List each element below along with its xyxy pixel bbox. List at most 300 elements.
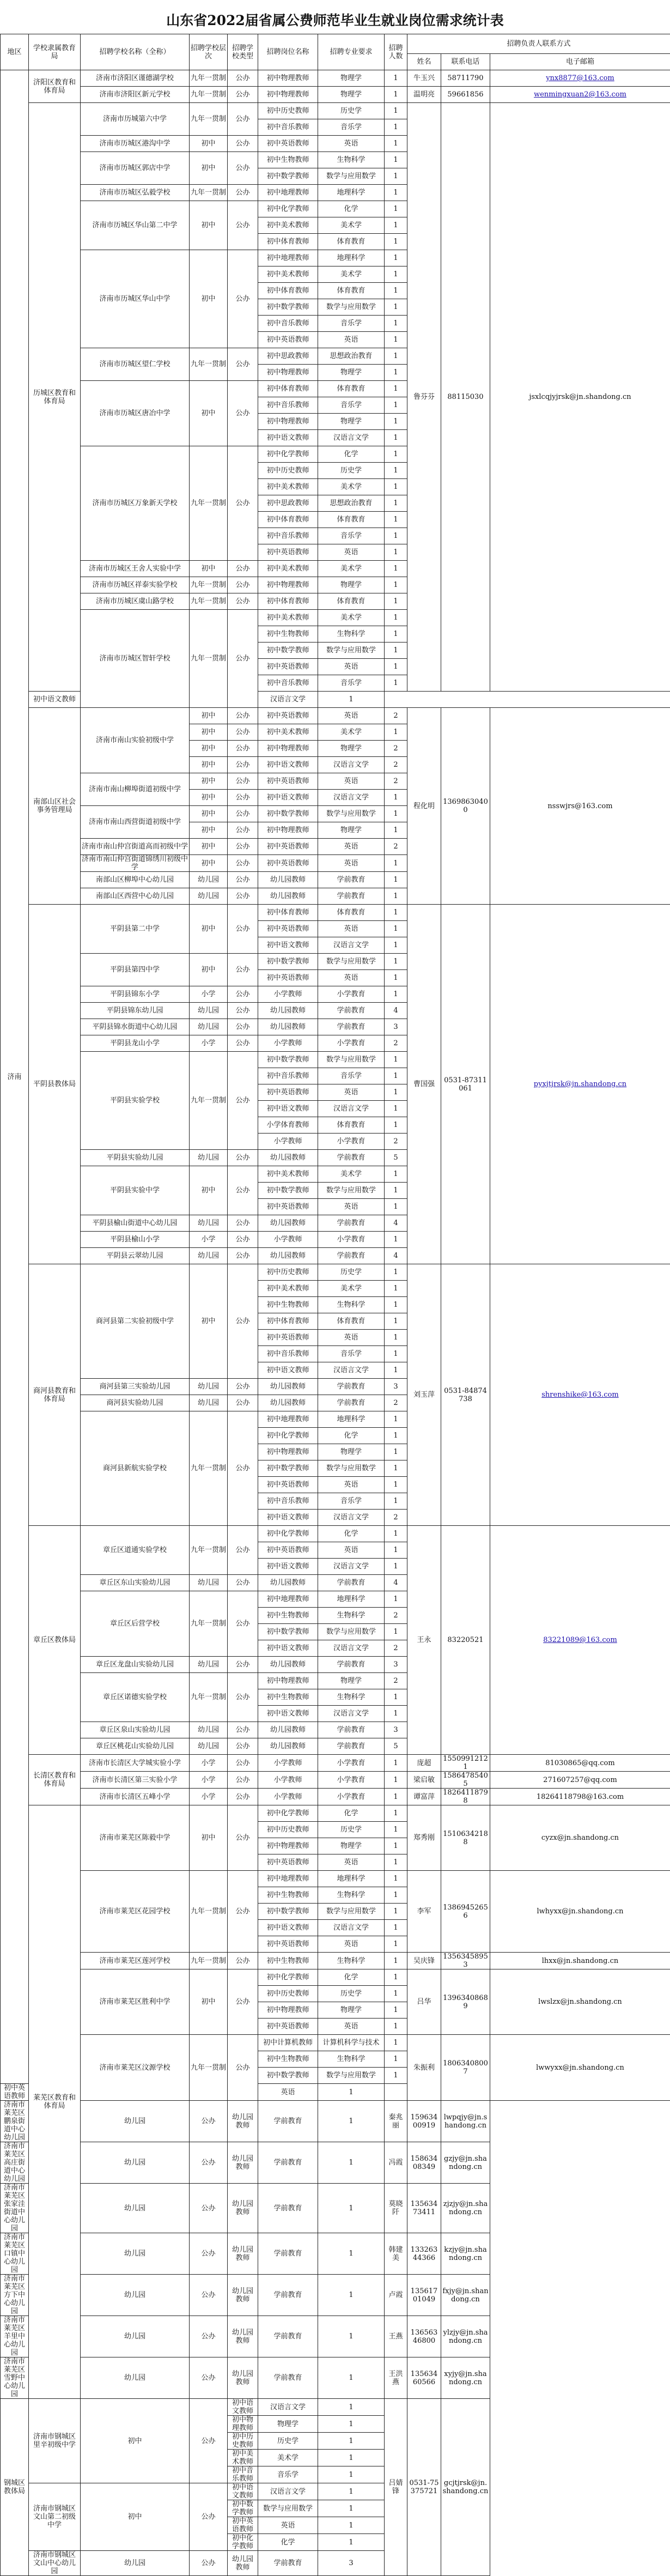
post-cell: 初中数学教师 (258, 1183, 318, 1199)
num-cell: 1 (385, 201, 407, 217)
num-cell: 1 (385, 1871, 407, 1887)
level-cell: 初中 (190, 822, 228, 839)
major-cell: 学前教育 (318, 872, 385, 888)
contact-name: 庞超 (407, 1755, 441, 1772)
post-cell: 初中生物教师 (258, 1887, 318, 1904)
school-cell: 济南市济阳区新元学校 (81, 87, 190, 103)
post-cell: 初中数学教师 (258, 806, 318, 822)
header-dept: 学校隶属教育局 (29, 34, 81, 70)
type-cell: 公办 (228, 708, 258, 724)
contact-name: 鲁芬芬 (407, 103, 441, 692)
num-cell: 1 (385, 1559, 407, 1575)
post-cell: 初中物理教师 (258, 741, 318, 757)
post-cell: 初中地理教师 (258, 1871, 318, 1887)
num-cell: 1 (385, 2002, 407, 2019)
post-cell: 初中物理教师 (258, 414, 318, 430)
num-cell: 1 (385, 675, 407, 692)
level-cell: 九年一贯制 (190, 1953, 228, 1969)
post-cell: 幼儿园教师 (258, 872, 318, 888)
table-row (1, 2233, 670, 2275)
major-cell: 英语 (258, 2084, 318, 2101)
num-cell: 4 (385, 1575, 407, 1591)
header-num: 招聘人数 (385, 34, 407, 70)
contact-name: 李军 (407, 1871, 441, 1953)
level-cell: 初中 (190, 1166, 228, 1215)
major-cell: 英语 (318, 136, 385, 152)
major-cell: 英语 (318, 855, 385, 872)
num-cell: 1 (385, 1199, 407, 1215)
contact-email[interactable]: ynx8877@163.com (490, 70, 670, 87)
num-cell: 1 (385, 544, 407, 561)
post-cell: 初中化学教师 (258, 1428, 318, 1444)
num-cell: 2 (385, 1510, 407, 1526)
type-cell: 公办 (228, 577, 258, 593)
major-cell: 化学 (318, 446, 385, 463)
major-cell: 学前教育 (318, 1657, 385, 1673)
school-cell: 济南市历城区智轩学校 (81, 610, 190, 708)
major-cell: 美术学 (318, 724, 385, 741)
level-cell: 九年一贯制 (190, 593, 228, 610)
post-cell: 初中化学教师 (258, 1526, 318, 1542)
num-cell: 1 (385, 1591, 407, 1608)
type-cell: 公办 (228, 1738, 258, 1755)
level-cell: 幼儿园 (190, 1215, 228, 1232)
type-cell: 公办 (228, 954, 258, 986)
num-cell: 1 (385, 168, 407, 185)
table-row (1, 2184, 670, 2233)
post-cell: 幼儿园教师 (228, 2275, 258, 2316)
num-cell: 2 (385, 757, 407, 773)
num-cell: 1 (318, 2233, 385, 2275)
major-cell: 学前教育 (258, 2142, 318, 2184)
level-cell: 初中 (190, 201, 228, 250)
contact-name: 刘玉萍 (407, 1264, 441, 1526)
post-cell: 初中数学教师 (258, 168, 318, 185)
post-cell: 初中语文教师 (228, 2483, 258, 2500)
post-cell: 初中美术教师 (258, 610, 318, 626)
num-cell: 3 (385, 1657, 407, 1673)
table-row (1, 87, 670, 103)
num-cell: 1 (385, 1854, 407, 1871)
num-cell: 1 (385, 970, 407, 986)
type-cell: 公办 (228, 201, 258, 250)
post-cell: 初中历史教师 (258, 1264, 318, 1281)
major-cell: 计算机科学与技术 (318, 2035, 385, 2051)
school-cell: 济南市历城区望仁学校 (81, 348, 190, 381)
major-cell: 美术学 (258, 2450, 318, 2466)
level-cell: 幼儿园 (81, 2184, 190, 2233)
num-cell: 1 (318, 2416, 385, 2433)
table-row (1, 1805, 670, 1822)
post-cell: 小学教师 (258, 1134, 318, 1150)
contact-phone: 0531-87311061 (441, 905, 490, 1264)
region-cell: 济南 (1, 70, 29, 2084)
school-cell: 济南市长清区大学城实验小学 (81, 1755, 190, 1772)
num-cell: 1 (385, 217, 407, 234)
num-cell: 1 (385, 1264, 407, 1281)
major-cell: 英语 (318, 921, 385, 937)
post-cell: 初中地理教师 (258, 250, 318, 266)
post-cell: 初中历史教师 (228, 2433, 258, 2450)
post-cell: 初中物理教师 (258, 87, 318, 103)
type-cell: 公办 (228, 1248, 258, 1264)
post-cell: 小学体育教师 (258, 1117, 318, 1134)
table-row (1, 2399, 670, 2416)
major-cell: 数学与应用数学 (318, 806, 385, 822)
level-cell: 幼儿园 (190, 1019, 228, 1035)
num-cell: 1 (385, 430, 407, 446)
post-cell: 初中化学教师 (258, 1969, 318, 1986)
num-cell: 1 (385, 1936, 407, 1953)
num-cell: 1 (318, 2275, 385, 2316)
contact-phone: 0531-75375721 (407, 2399, 441, 2576)
post-cell: 初中音乐教师 (258, 1493, 318, 1510)
level-cell: 九年一贯制 (190, 1591, 228, 1657)
contact-phone: 18264118798 (441, 1789, 490, 1805)
school-cell: 济南市历城区华山第二中学 (81, 201, 190, 250)
header-email: 电子邮箱 (490, 54, 670, 70)
post-cell: 初中语文教师 (258, 1559, 318, 1575)
school-cell: 济南市莱芜区羊里中心幼儿园 (1, 2316, 29, 2357)
num-cell: 1 (385, 299, 407, 316)
type-cell: 公办 (190, 2399, 228, 2483)
post-cell: 初中音乐教师 (258, 397, 318, 414)
major-cell: 英语 (318, 1330, 385, 1346)
post-cell: 初中数学教师 (258, 1904, 318, 1920)
major-cell: 化学 (318, 1428, 385, 1444)
major-cell: 生物科学 (318, 626, 385, 643)
num-cell: 1 (385, 561, 407, 577)
post-cell: 幼儿园教师 (228, 2233, 258, 2275)
major-cell: 英语 (318, 1542, 385, 1559)
major-cell: 汉语言文学 (258, 692, 318, 708)
school-cell: 济南市莱芜区花园学校 (81, 1871, 190, 1953)
level-cell: 初中 (190, 741, 228, 757)
contact-email[interactable]: 83221089@163.com (490, 1526, 670, 1755)
contact-name: 王洪燕 (385, 2357, 407, 2399)
num-cell: 1 (385, 1789, 407, 1805)
contact-email: gzjy@jn.shandong.cn (441, 2142, 490, 2184)
major-cell: 音乐学 (318, 397, 385, 414)
post-cell: 初中生物教师 (258, 1297, 318, 1313)
school-cell: 平阴县云翠幼儿园 (81, 1248, 190, 1264)
header-type: 招聘学校类型 (228, 34, 258, 70)
num-cell: 1 (385, 1953, 407, 1969)
major-cell: 地理科学 (318, 185, 385, 201)
type-cell: 公办 (228, 1673, 258, 1722)
major-cell: 小学教育 (318, 1772, 385, 1789)
type-cell: 公办 (228, 855, 258, 872)
major-cell: 生物科学 (318, 152, 385, 168)
level-cell: 九年一贯制 (190, 1526, 228, 1575)
post-cell: 幼儿园教师 (258, 1215, 318, 1232)
school-cell: 章丘区后营学校 (81, 1591, 190, 1657)
post-cell: 初中生物教师 (258, 152, 318, 168)
contact-name: 卢霞 (385, 2275, 407, 2316)
major-cell: 英语 (318, 708, 385, 724)
num-cell: 1 (385, 1052, 407, 1068)
school-cell: 平阴县第四中学 (81, 954, 190, 986)
level-cell: 初中 (190, 790, 228, 806)
major-cell: 英语 (318, 1199, 385, 1215)
num-cell: 3 (318, 2551, 385, 2576)
major-cell: 物理学 (318, 87, 385, 103)
contact-email: lwhyxx@jn.shandong.cn (490, 1871, 670, 1953)
num-cell: 1 (385, 119, 407, 136)
table-row (1, 1772, 670, 1789)
contact-email: nsswjrs@163.com (490, 708, 670, 905)
num-cell: 1 (385, 937, 407, 954)
major-cell: 物理学 (258, 2416, 318, 2433)
school-cell: 章丘区道通实验学校 (81, 1526, 190, 1575)
num-cell: 1 (318, 2433, 385, 2450)
post-cell: 初中体育教师 (258, 381, 318, 397)
num-cell: 1 (385, 1330, 407, 1346)
school-cell: 济南市长清区第三实验小学 (81, 1772, 190, 1789)
post-cell: 初中英语教师 (228, 2517, 258, 2534)
post-cell: 幼儿园教师 (258, 1738, 318, 1755)
school-cell: 济南市长清区五峰小学 (81, 1789, 190, 1805)
major-cell: 学前教育 (258, 2275, 318, 2316)
type-cell: 公办 (228, 905, 258, 954)
major-cell: 历史学 (318, 1822, 385, 1838)
post-cell: 小学教师 (258, 986, 318, 1003)
major-cell: 学前教育 (318, 1150, 385, 1166)
level-cell: 初中 (81, 2483, 190, 2551)
post-cell: 初中化学教师 (258, 1805, 318, 1822)
contact-phone: 13656346800 (407, 2316, 441, 2357)
num-cell: 2 (385, 1134, 407, 1150)
num-cell: 1 (318, 2450, 385, 2466)
type-cell: 公办 (190, 2551, 228, 2576)
contact-email[interactable]: pyxjtjrsk@jn.shandong.cn (490, 905, 670, 1264)
type-cell: 公办 (228, 1150, 258, 1166)
num-cell: 1 (385, 1428, 407, 1444)
major-cell: 小学教育 (318, 1232, 385, 1248)
post-cell: 初中数学教师 (258, 1052, 318, 1068)
num-cell: 1 (385, 1624, 407, 1640)
post-cell: 初中计算机教师 (258, 2035, 318, 2051)
major-cell: 学前教育 (318, 1738, 385, 1755)
contact-email[interactable]: wenmingxuan2@163.com (490, 87, 670, 103)
post-cell: 小学教师 (258, 1232, 318, 1248)
school-cell: 济南市莱芜区雪野中心幼儿园 (1, 2357, 29, 2399)
major-cell: 小学教育 (318, 1035, 385, 1052)
post-cell: 初中体育教师 (258, 1313, 318, 1330)
post-cell: 初中英语教师 (258, 970, 318, 986)
post-cell: 初中英语教师 (258, 839, 318, 855)
contact-phone: 13698630400 (441, 708, 490, 905)
type-cell: 公办 (228, 1232, 258, 1248)
header-major: 招聘专业要求 (318, 34, 385, 70)
contact-phone: 15863408349 (407, 2142, 441, 2184)
num-cell: 1 (385, 2068, 407, 2084)
contact-email: cyzx@jn.shandong.cn (490, 1805, 670, 1871)
level-cell: 九年一贯制 (190, 2035, 228, 2101)
major-cell: 体育教育 (318, 512, 385, 528)
post-cell: 初中美术教师 (258, 1281, 318, 1297)
num-cell: 3 (385, 1722, 407, 1738)
major-cell: 英语 (318, 1084, 385, 1101)
school-cell: 济南市南山柳埠街道初级中学 (81, 773, 190, 806)
level-cell: 初中 (190, 839, 228, 855)
major-cell: 学前教育 (258, 2101, 318, 2142)
major-cell: 学前教育 (258, 2316, 318, 2357)
post-cell: 初中音乐教师 (258, 675, 318, 692)
table-row (1, 905, 670, 921)
level-cell: 九年一贯制 (190, 1871, 228, 1953)
num-cell: 1 (318, 2466, 385, 2483)
level-cell: 初中 (190, 1264, 228, 1379)
num-cell: 1 (385, 397, 407, 414)
school-cell: 商河县新航实验学校 (81, 1411, 190, 1526)
type-cell: 公办 (228, 806, 258, 822)
table-row (1, 2035, 670, 2051)
major-cell: 化学 (318, 1526, 385, 1542)
num-cell: 1 (385, 266, 407, 283)
major-cell: 物理学 (318, 414, 385, 430)
level-cell: 九年一贯制 (190, 1673, 228, 1722)
num-cell: 1 (385, 103, 407, 119)
num-cell: 1 (385, 659, 407, 675)
num-cell: 1 (385, 495, 407, 512)
post-cell: 幼儿园教师 (258, 1395, 318, 1411)
table-row (1, 1789, 670, 1805)
contact-phone: 15864785405 (441, 1772, 490, 1789)
num-cell: 1 (385, 528, 407, 544)
major-cell: 英语 (318, 839, 385, 855)
num-cell: 1 (318, 2101, 385, 2142)
num-cell: 1 (318, 2316, 385, 2357)
num-cell: 1 (385, 1166, 407, 1183)
major-cell: 小学教育 (318, 1789, 385, 1805)
level-cell: 幼儿园 (81, 2551, 190, 2576)
post-cell: 初中音乐教师 (258, 119, 318, 136)
type-cell: 公办 (228, 1657, 258, 1673)
contact-email: zjzjy@jn.shandong.cn (441, 2184, 490, 2233)
school-cell: 章丘区龙盘山实验幼儿园 (81, 1657, 190, 1673)
contact-phone: 13563458953 (441, 1953, 490, 1969)
num-cell: 1 (385, 1117, 407, 1134)
num-cell: 1 (318, 2517, 385, 2534)
major-cell: 体育教育 (318, 1313, 385, 1330)
num-cell: 1 (385, 1101, 407, 1117)
post-cell: 初中美术教师 (258, 479, 318, 495)
num-cell: 1 (385, 822, 407, 839)
contact-phone: 59661856 (441, 87, 490, 103)
contact-phone: 13563460566 (407, 2357, 441, 2399)
post-cell: 初中物理教师 (258, 577, 318, 593)
school-cell: 济南市莱芜区鹏泉街道中心幼儿园 (1, 2101, 29, 2142)
school-cell: 济南市历城区虞山路学校 (81, 593, 190, 610)
major-cell: 英语 (318, 332, 385, 348)
num-cell: 5 (385, 1738, 407, 1755)
dept-cell: 莱芜区教育和体育局 (29, 1805, 81, 2399)
num-cell: 3 (385, 1379, 407, 1395)
post-cell: 初中历史教师 (258, 1986, 318, 2002)
major-cell: 汉语言文学 (318, 1510, 385, 1526)
school-cell: 济南市历城区王舍人实验中学 (81, 561, 190, 577)
major-cell: 音乐学 (318, 528, 385, 544)
type-cell: 公办 (228, 1871, 258, 1953)
type-cell: 公办 (228, 1003, 258, 1019)
num-cell: 1 (385, 905, 407, 921)
level-cell: 幼儿园 (81, 2101, 190, 2142)
num-cell: 1 (385, 1232, 407, 1248)
school-cell: 章丘区东山实验幼儿园 (81, 1575, 190, 1591)
level-cell: 幼儿园 (81, 2275, 190, 2316)
level-cell: 幼儿园 (81, 2233, 190, 2275)
num-cell: 1 (318, 2184, 385, 2233)
post-cell: 初中历史教师 (258, 463, 318, 479)
contact-email[interactable]: shrenshike@163.com (490, 1264, 670, 1526)
num-cell: 2 (385, 773, 407, 790)
post-cell: 幼儿园教师 (228, 2551, 258, 2576)
type-cell: 公办 (228, 152, 258, 185)
level-cell: 幼儿园 (81, 2316, 190, 2357)
major-cell: 英语 (318, 2019, 385, 2035)
level-cell: 九年一贯制 (190, 348, 228, 381)
school-cell: 济南市南山西营街道初级中学 (81, 806, 190, 839)
school-cell: 平阴县榆山街道中心幼儿园 (81, 1215, 190, 1232)
post-cell: 初中语文教师 (258, 1101, 318, 1117)
contact-email: lwslzx@jn.shandong.cn (490, 1969, 670, 2035)
post-cell: 幼儿园教师 (258, 888, 318, 905)
major-cell: 音乐学 (318, 316, 385, 332)
type-cell: 公办 (228, 593, 258, 610)
page-title: 山东省2022届省属公费师范毕业生就业岗位需求统计表 (0, 10, 670, 29)
table-row (1, 1526, 670, 1542)
num-cell: 1 (385, 790, 407, 806)
school-cell: 章丘区诺德实验学校 (81, 1673, 190, 1722)
major-cell: 美术学 (318, 1166, 385, 1183)
table-row (1, 1871, 670, 1887)
level-cell: 初中 (190, 757, 228, 773)
num-cell: 1 (385, 446, 407, 463)
school-cell: 济南市莱芜区陈毅中学 (81, 1805, 190, 1871)
major-cell: 数学与应用数学 (318, 1183, 385, 1199)
post-cell: 初中物理教师 (258, 1673, 318, 1689)
type-cell: 公办 (228, 1969, 258, 2035)
major-cell: 体育教育 (318, 905, 385, 921)
contact-phone: 0531-84874738 (441, 1264, 490, 1526)
major-cell: 生物科学 (318, 2051, 385, 2068)
major-cell: 历史学 (318, 1986, 385, 2002)
post-cell: 小学教师 (258, 1035, 318, 1052)
post-cell: 初中音乐教师 (258, 316, 318, 332)
major-cell: 化学 (318, 201, 385, 217)
num-cell: 1 (385, 1084, 407, 1101)
major-cell: 物理学 (318, 1444, 385, 1460)
major-cell: 学前教育 (318, 1248, 385, 1264)
post-cell: 初中英语教师 (258, 659, 318, 675)
level-cell: 初中 (190, 724, 228, 741)
type-cell: 公办 (190, 2101, 228, 2142)
header-school: 招聘学校名称（全称） (81, 34, 190, 70)
post-cell: 初中体育教师 (258, 593, 318, 610)
contact-email: lhxx@jn.shandong.cn (490, 1953, 670, 1969)
header-phone: 联系电话 (441, 54, 490, 70)
major-cell: 历史学 (318, 103, 385, 119)
num-cell: 1 (385, 577, 407, 593)
major-cell: 物理学 (318, 1673, 385, 1689)
num-cell: 2 (385, 741, 407, 757)
num-cell: 1 (385, 855, 407, 872)
level-cell: 九年一贯制 (190, 610, 228, 708)
num-cell: 1 (385, 1689, 407, 1706)
num-cell: 5 (385, 1150, 407, 1166)
post-cell: 初中英语教师 (258, 1084, 318, 1101)
